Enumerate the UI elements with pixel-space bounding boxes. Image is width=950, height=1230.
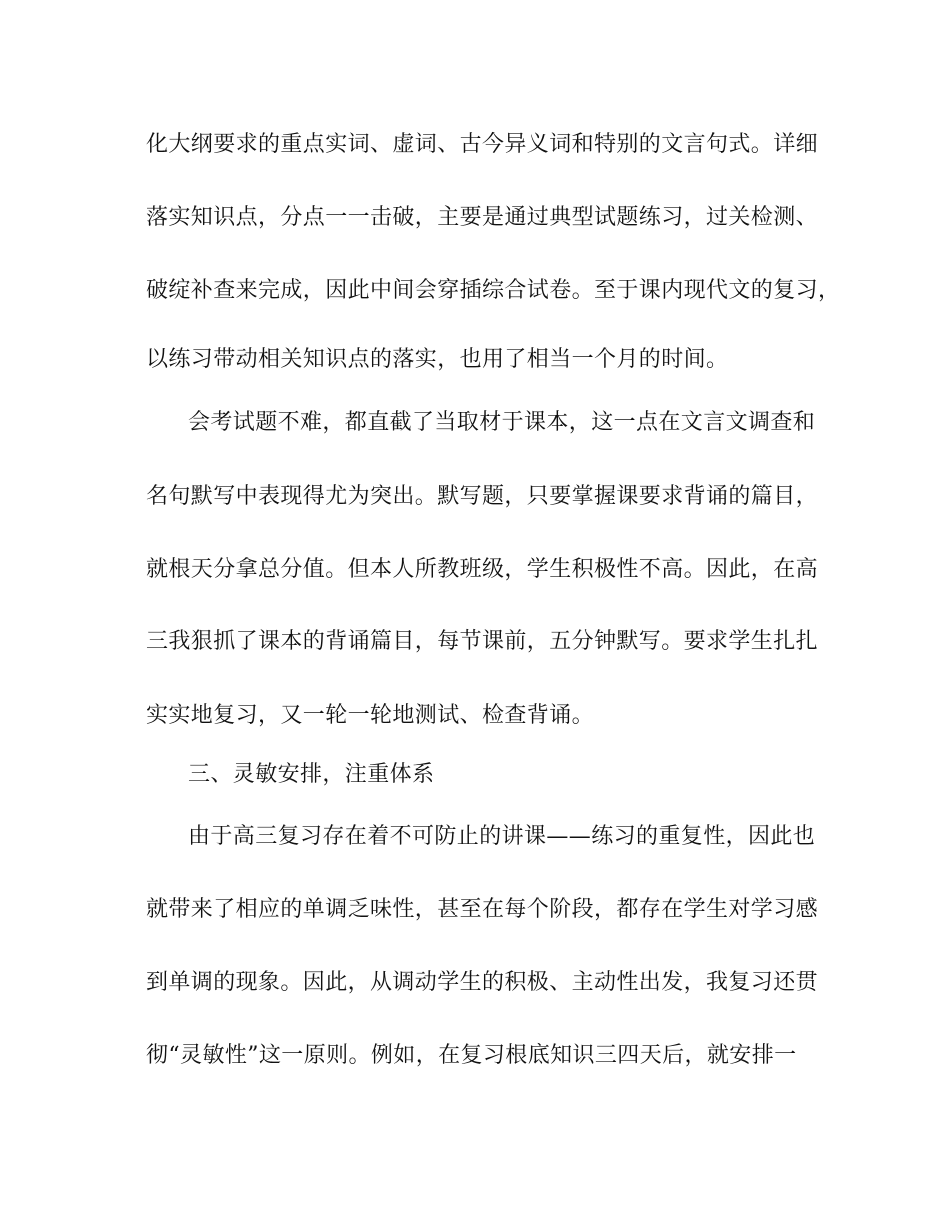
body-text-line: 落实知识点，分点一一击破，主要是通过典型试题练习，过关检测、 <box>146 205 819 230</box>
paragraph-first-line: 会考试题不难，都直截了当取材于课本，这一点在文言文调查和 <box>188 410 816 435</box>
section-heading: 三、灵敏安排，注重体系 <box>188 762 435 787</box>
body-text-line: 实实地复习，又一轮一轮地测试、检查背诵。 <box>146 703 595 728</box>
body-text-line: 以练习带动相关知识点的落实，也用了相当一个月的时间。 <box>146 347 729 372</box>
body-text-line: 化大纲要求的重点实词、虚词、古今异义词和特别的文言句式。详细 <box>146 132 819 157</box>
body-text-line: 三我狠抓了课本的背诵篇目，每节课前，五分钟默写。要求学生扎扎 <box>146 629 819 654</box>
body-text-line: 破绽补查来完成，因此中间会穿插综合试卷。至于课内现代文的复习， <box>146 278 841 303</box>
body-text-line: 就根天分拿总分值。但本人所教班级，学生积极性不高。因此，在高 <box>146 557 819 582</box>
paragraph-first-line: 由于高三复习存在着不可防止的讲课——练习的重复性，因此也 <box>188 824 816 849</box>
body-text-line: 就带来了相应的单调乏味性，甚至在每个阶段，都存在学生对学习感 <box>146 897 819 922</box>
body-text-line: 到单调的现象。因此，从调动学生的积极、主动性出发，我复习还贯 <box>146 970 819 995</box>
body-text-line: 彻“灵敏性”这一原则。例如，在复习根底知识三四天后，就安排一 <box>146 1043 797 1068</box>
body-text-line: 名句默写中表现得尤为突出。默写题，只要掌握课要求背诵的篇目， <box>146 484 819 509</box>
